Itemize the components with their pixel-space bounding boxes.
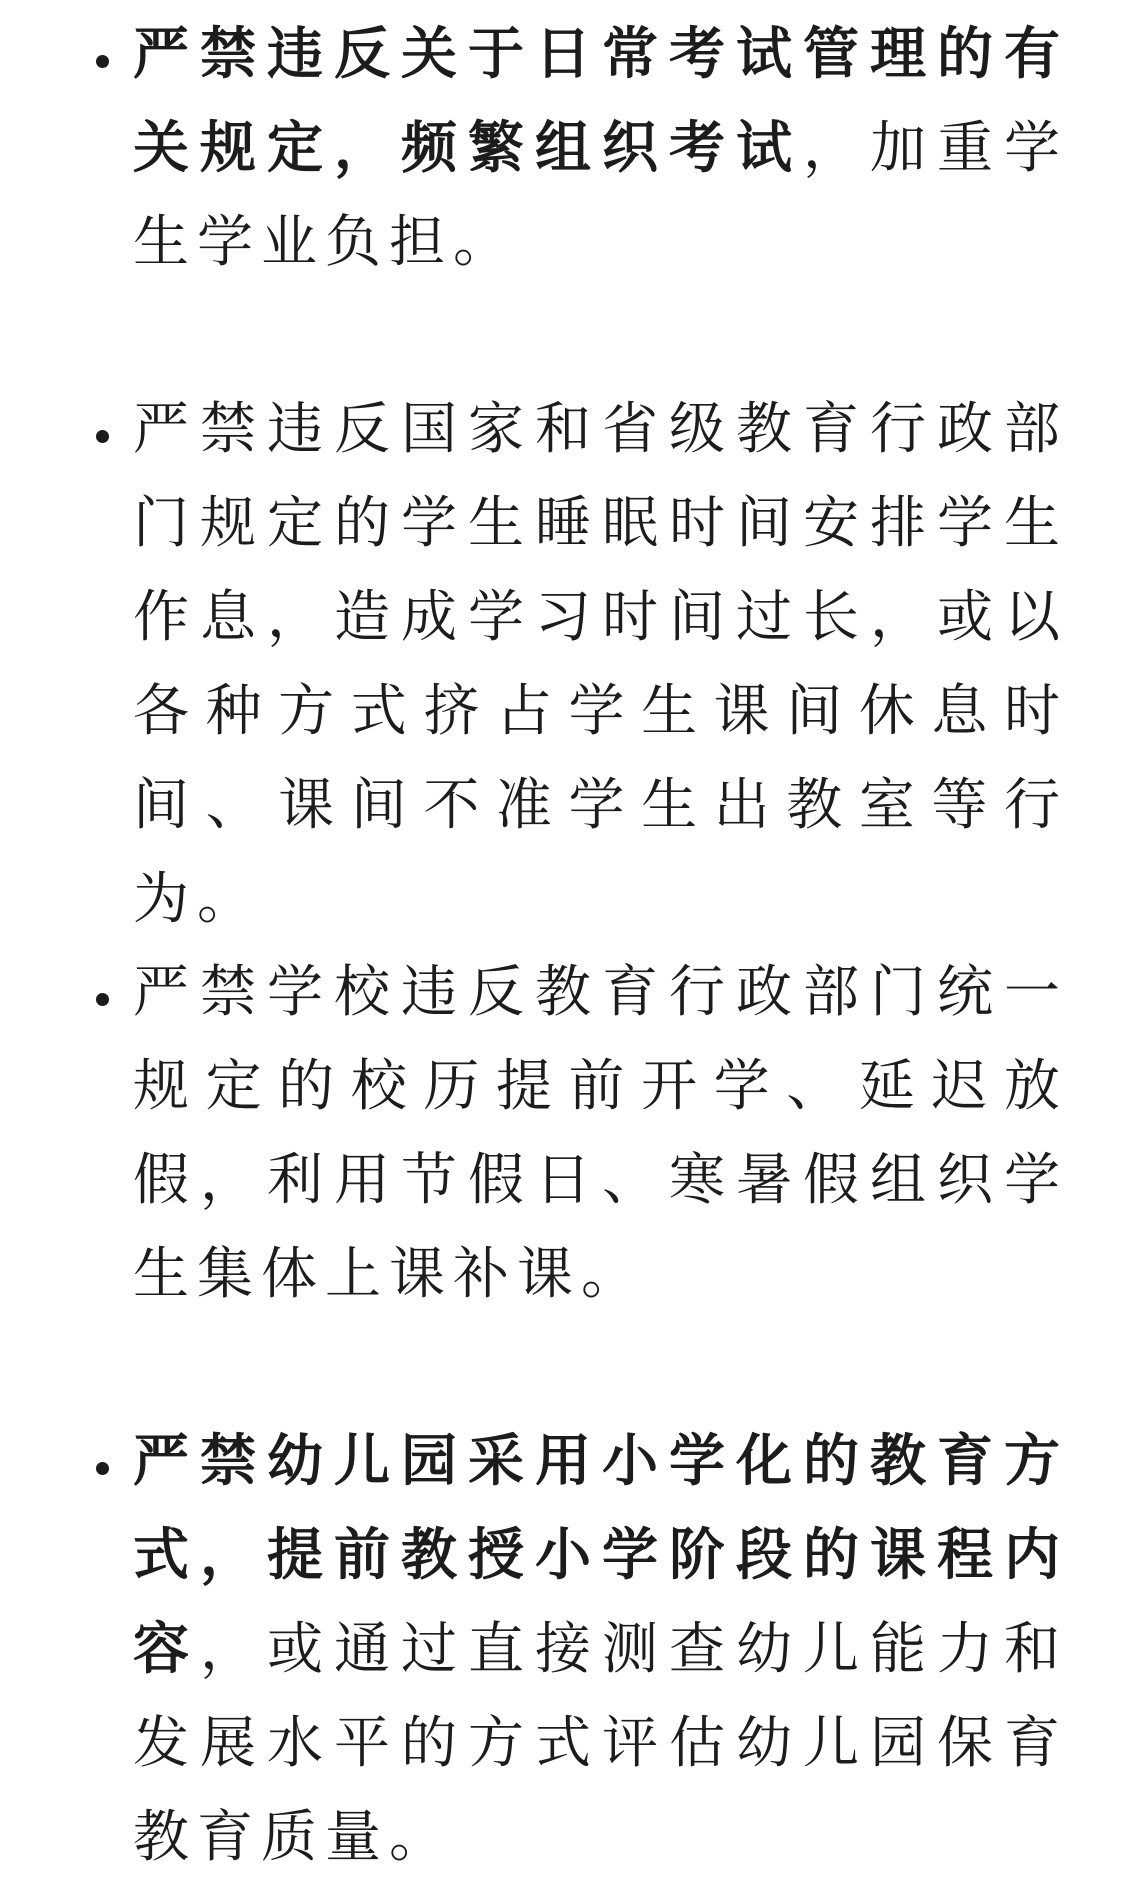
list-item-text: [133, 1415, 1068, 1885]
bullet-icon: [96, 55, 109, 68]
list-item-text: [133, 383, 1068, 947]
list-item-bold-text: 严禁违反关于日常考试管理的有关规定，频繁组织考试: [133, 22, 1068, 181]
list-item-text: [133, 946, 1068, 1322]
list-item-normal-text: ，或通过直接测查幼儿能力和发展水平的方式评估幼儿园保育教育质量。: [133, 1617, 1068, 1870]
bullet-icon: [96, 430, 109, 443]
bullet-icon: [96, 993, 109, 1006]
list-item-bold-text: 严禁幼儿园采用小学化的教育方式，提前教授小学阶段的课程内容: [133, 1429, 1068, 1682]
list-item-normal-text: 严禁违反国家和省级教育行政部门规定的学生睡眠时间安排学生作息，造成学习时间过长，或以各种方式挤占学生课间休息时间、课间不准学生出教室等行为。: [133, 397, 1068, 932]
list-item-normal-text: ，加重学生学业负担。: [133, 116, 1068, 275]
bullet-icon: [96, 1462, 109, 1475]
list-item-normal-text: 严禁学校违反教育行政部门统一规定的校历提前开学、延迟放假，利用节假日、寒暑假组织学生集体上课补课。: [133, 960, 1068, 1307]
list-item-text: [133, 8, 1068, 290]
